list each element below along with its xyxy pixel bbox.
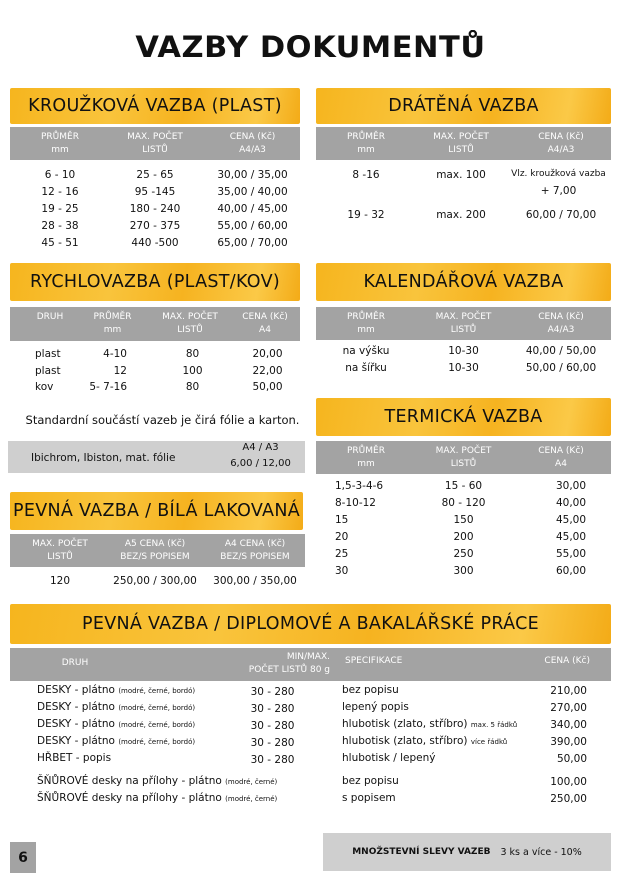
table-cell: 180 - 240 (129, 203, 181, 215)
spec-note: max. 5 řádků (470, 721, 518, 729)
table-cell: 50,00 / 60,00 (525, 362, 597, 374)
table-cell: 250,00 / 300,00 (113, 575, 197, 587)
col-head-unit: LISTŮ (450, 325, 477, 335)
col-head-unit: A4 (259, 325, 271, 335)
table-cell: 15 - 60 (444, 480, 483, 492)
color-note: (modré, černé, bordó) (118, 704, 196, 712)
table-cell: 4-10 (103, 348, 127, 360)
col-head-unit: A4/A3 (547, 145, 575, 155)
table-cell: na šířku (345, 362, 387, 374)
page-title: VAZBY DOKUMENTŮ (135, 30, 486, 64)
col-head: MAX. POČET (127, 132, 183, 142)
table-cell: 5- 7-16 (89, 381, 127, 393)
col-head: MAX. POČET (435, 446, 492, 456)
table-cell: 35,00 / 40,00 (217, 186, 288, 198)
table-cell: 60,00 / 70,00 (525, 209, 597, 221)
table-cell: 19 - 32 (347, 209, 385, 221)
druh-label: DESKY - plátno (37, 735, 119, 747)
col-head: PRŮMĚR (347, 446, 385, 456)
termicka-banner: TERMICKÁ VAZBA (316, 398, 611, 436)
table-cell: 25 - 65 (136, 169, 174, 181)
table-cell: 25 (335, 548, 349, 560)
table-cell: 100 (182, 365, 203, 377)
table-cell: 250 (453, 548, 474, 560)
table-cell: 12 - 16 (41, 186, 79, 198)
table-cell: 60,00 (555, 565, 587, 577)
table-row (37, 718, 195, 730)
table-cell: 1,5-3-4-6 (335, 480, 384, 492)
discount-text: 3 ks a více - 10% (500, 846, 582, 858)
pevna-diplomove-banner: PEVNÁ VAZBA / DIPLOMOVÉ A BAKALÁŘSKÉ PRÁCE (10, 604, 611, 644)
table-cell: kov (35, 381, 54, 393)
spec-note: více řádků (470, 738, 508, 746)
table-cell: 12 (113, 365, 127, 377)
spec-label: bez popisu (342, 684, 399, 696)
table-cell: 8-10-12 (335, 497, 376, 509)
table-cell: 28 - 38 (41, 220, 79, 232)
druh-label: DESKY - plátno (37, 701, 119, 713)
col-head: DRUH (36, 312, 64, 322)
spec-label: hlubotisk / lepený (342, 752, 436, 764)
col-head: CENA (Kč) (538, 132, 584, 142)
kalendarova-banner: KALENDÁŘOVÁ VAZBA (316, 263, 611, 301)
table-cell: 20,00 (252, 348, 283, 360)
table-cell: 30 - 280 (250, 737, 295, 749)
krouzkova-header (10, 127, 300, 160)
table-cell: 250,00 (550, 793, 587, 805)
table-cell: 45,00 (555, 531, 587, 543)
table-cell: 30,00 / 35,00 (217, 169, 288, 181)
table-cell (342, 701, 409, 713)
table-cell: 300,00 / 350,00 (213, 575, 297, 587)
table-cell: 80 - 120 (441, 497, 486, 509)
table-cell: 8 -16 (352, 169, 380, 181)
col-head-unit: BEZ/S POPISEM (220, 552, 290, 562)
table-row (37, 752, 111, 764)
spec-label: s popisem (342, 792, 396, 804)
page-number: 6 (10, 842, 36, 873)
col-head: MAX. POČET (435, 312, 492, 322)
kalendarova-header (316, 307, 611, 340)
dratena-header (316, 127, 611, 160)
table-cell: 50,00 (556, 753, 587, 765)
col-head: SPECIFIKACE (345, 656, 403, 666)
termicka-header (316, 441, 611, 474)
druh-label: DESKY - plátno (37, 684, 119, 696)
table-cell: 40,00 (555, 497, 587, 509)
col-head: PRŮMĚR (41, 132, 79, 142)
table-cell: 40,00 / 45,00 (217, 203, 288, 215)
table-cell: 120 (49, 575, 71, 587)
table-cell: 80 (185, 348, 200, 360)
spec-label: bez popisu (342, 775, 399, 787)
spec-label: hlubotisk (zlato, stříbro) (342, 735, 471, 747)
rychlovazba-banner: RYCHLOVAZBA (PLAST/KOV) (10, 263, 300, 301)
table-cell: 40,00 / 50,00 (525, 345, 597, 357)
col-head: MAX. POČET (162, 312, 218, 322)
table-row (37, 701, 195, 713)
table-cell: 80 (185, 381, 200, 393)
table-cell: 19 - 25 (41, 203, 79, 215)
table-cell: 65,00 / 70,00 (217, 237, 288, 249)
table-cell: 30 (335, 565, 349, 577)
col-head-unit: A4/A3 (547, 325, 575, 335)
col-head: A5 CENA (Kč) (124, 539, 186, 549)
druh-label: HŘBET - popis (37, 752, 112, 764)
druh-label: ŠŇŮROVÉ desky na přílohy - plátno (37, 792, 226, 804)
dratena-banner: DRÁTĚNÁ VAZBA (316, 88, 611, 124)
table-cell: 30 - 280 (250, 703, 295, 715)
table-cell: 30 - 280 (250, 686, 295, 698)
table-cell: 95 -145 (134, 186, 176, 198)
table-cell: 30,00 (555, 480, 587, 492)
table-cell: 440 -500 (131, 237, 179, 249)
col-head-unit: LISTŮ (47, 552, 73, 562)
col-head: CENA (Kč) (538, 312, 584, 322)
col-head: CENA (Kč) (538, 446, 584, 456)
col-head: A4 CENA (Kč) (224, 539, 286, 549)
table-cell: 20 (335, 531, 349, 543)
col-head-unit: BEZ/S POPISEM (120, 552, 190, 562)
table-cell: 10-30 (448, 345, 479, 357)
table-cell: 6 - 10 (44, 169, 76, 181)
col-head-unit: POČET LISTŮ 80 g (248, 665, 330, 675)
krouzkova-banner: KROUŽKOVÁ VAZBA (PLAST) (10, 88, 300, 124)
discount-label: MNOŽSTEVNÍ SLEVY VAZEB (352, 847, 491, 857)
col-head: CENA (Kč) (544, 656, 590, 666)
table-cell: 300 (453, 565, 474, 577)
table-cell: 50,00 (252, 381, 283, 393)
table-cell: 200 (453, 531, 474, 543)
col-head: DRUH (61, 658, 89, 668)
col-head: CENA (Kč) (242, 312, 288, 322)
col-head: MIN/MAX. (286, 652, 330, 662)
table-cell: 270,00 (550, 702, 587, 714)
table-cell: max. 200 (436, 209, 486, 221)
table-cell: 55,00 / 60,00 (217, 220, 288, 232)
col-head-unit: LISTŮ (448, 145, 474, 155)
table-row (37, 684, 195, 696)
color-note: (modré, černé) (225, 795, 278, 803)
table-cell: 150 (453, 514, 474, 526)
color-note: (modré, černé, bordó) (118, 721, 196, 729)
standard-note: Standardní součástí vazeb je čirá fólie a karton. (25, 413, 300, 427)
discount-box (323, 833, 611, 871)
table-cell (342, 792, 396, 804)
table-row (37, 775, 277, 787)
druh-label: ŠŇŮROVÉ desky na přílohy - plátno (37, 775, 226, 787)
col-head: MAX. POČET (32, 539, 88, 549)
table-cell: na výšku (342, 345, 390, 357)
spec-label: hlubotisk (zlato, stříbro) (342, 718, 471, 730)
table-cell: 55,00 (555, 548, 587, 560)
table-cell: 100,00 (550, 776, 587, 788)
table-cell (342, 775, 399, 787)
col-head: CENA (Kč) (229, 132, 276, 142)
col-head: MAX. POČET (433, 132, 489, 142)
color-note: (modré, černé, bordó) (118, 687, 196, 695)
table-cell: 340,00 (550, 719, 587, 731)
col-head-unit: LISTŮ (142, 145, 168, 155)
table-cell: plast (35, 348, 61, 360)
col-head-unit: mm (51, 145, 69, 155)
table-cell: 45 - 51 (41, 237, 79, 249)
table-cell: 210,00 (550, 685, 587, 697)
table-cell: 22,00 (252, 365, 283, 377)
col-head-unit: A4 (555, 459, 567, 469)
druh-label: DESKY - plátno (37, 718, 119, 730)
foil-box (8, 441, 305, 473)
table-cell: plast (35, 365, 61, 377)
col-head-unit: mm (103, 325, 122, 335)
table-cell: 30 - 280 (250, 720, 295, 732)
col-head-unit: A4/A3 (239, 145, 266, 155)
table-cell: 10-30 (448, 362, 479, 374)
col-head-unit: LISTŮ (450, 459, 477, 469)
foil-price: 6,00 / 12,00 (230, 458, 291, 469)
table-cell: 45,00 (555, 514, 587, 526)
table-cell (342, 684, 399, 696)
table-row (37, 792, 277, 804)
col-head-unit: LISTŮ (177, 325, 203, 335)
pevna-bila-banner: PEVNÁ VAZBA / BÍLÁ LAKOVANÁ (10, 492, 303, 530)
col-head-unit: mm (357, 145, 375, 155)
table-row (37, 735, 195, 747)
col-head: PRŮMĚR (347, 132, 385, 142)
table-cell (342, 718, 517, 730)
pevna-bila-header (10, 534, 305, 567)
foil-label: Ibichrom, Ibiston, mat. fólie (31, 452, 176, 464)
table-cell: max. 100 (436, 169, 486, 181)
pevna-diplomove-header (10, 648, 611, 681)
foil-head: A4 / A3 (242, 442, 279, 453)
table-cell: Vlz. kroužková vazba (511, 169, 606, 179)
table-cell: 30 - 280 (250, 754, 295, 766)
color-note: (modré, černé) (225, 778, 278, 786)
rychlovazba-header (10, 307, 300, 341)
table-cell: 270 - 375 (129, 220, 181, 232)
table-cell: 15 (335, 514, 349, 526)
col-head-unit: mm (357, 325, 375, 335)
col-head-unit: mm (357, 459, 375, 469)
color-note: (modré, černé, bordó) (118, 738, 196, 746)
table-cell: + 7,00 (540, 185, 577, 197)
spec-label: lepený popis (342, 701, 409, 713)
table-cell: 390,00 (550, 736, 587, 748)
table-cell (342, 752, 436, 764)
col-head: PRŮMĚR (93, 312, 132, 322)
col-head: PRŮMĚR (347, 312, 385, 322)
table-cell (342, 735, 507, 747)
